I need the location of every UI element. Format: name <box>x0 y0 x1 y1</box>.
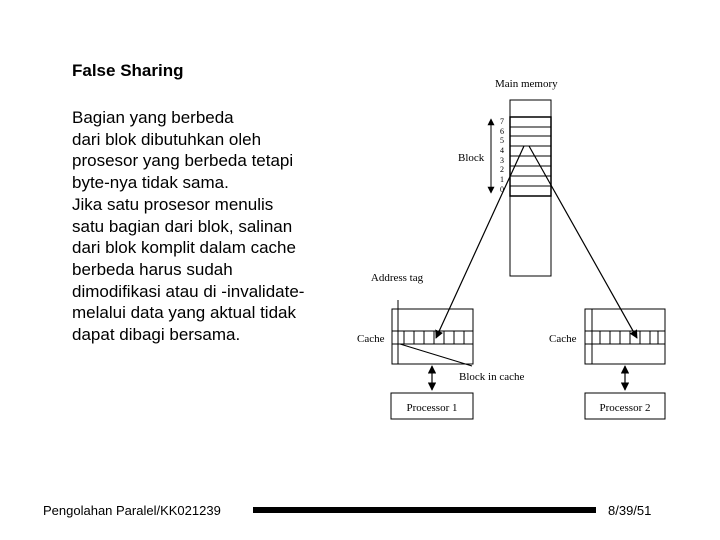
footer-divider <box>253 507 596 513</box>
block-label: Block <box>458 152 485 164</box>
byte-number: 5 <box>500 136 504 145</box>
main-memory-block <box>510 100 551 276</box>
body-line: byte-nya tidak sama. <box>72 173 229 193</box>
body-line: melalui data yang aktual tidak <box>72 303 296 323</box>
main-memory-label: Main memory <box>495 78 558 90</box>
block-in-cache-pointer <box>400 344 472 366</box>
cache-left-label: Cache <box>357 333 385 345</box>
byte-number: 0 <box>500 185 504 194</box>
byte-number: 2 <box>500 165 504 174</box>
body-line: dari blok komplit dalam cache <box>72 238 296 258</box>
footer-page-number: 8/39/51 <box>608 503 652 518</box>
body-line: dari blok dibutuhkan oleh <box>72 129 262 149</box>
byte-numbers <box>500 117 504 194</box>
cache-left <box>392 309 473 364</box>
cache-right-label: Cache <box>549 333 577 345</box>
body-line: Jika satu prosesor menulis <box>72 194 274 214</box>
address-tag-label <box>371 272 424 284</box>
address-tag-text: Address tag <box>370 272 424 284</box>
body-line: satu bagian dari blok, salinan <box>72 216 293 236</box>
body-line: dimodifikasi atau di -invalidate- <box>72 281 305 301</box>
footer-course: Pengolahan Paralel/KK021239 <box>43 503 221 518</box>
byte-number: 6 <box>500 127 504 136</box>
byte-number: 1 <box>500 175 504 184</box>
body-line: dapat dibagi bersama. <box>72 325 241 345</box>
slide-title: False Sharing <box>72 61 184 80</box>
byte-number: 7 <box>500 117 504 126</box>
byte-number: 4 <box>500 146 504 155</box>
body-line: prosesor yang berbeda tetapi <box>72 151 294 171</box>
block-in-cache-label: Block in cache <box>459 371 525 383</box>
body-line: Bagian yang berbeda <box>72 108 234 127</box>
processor2-label: Processor 2 <box>599 402 651 414</box>
processor1-label: Processor 1 <box>406 402 458 414</box>
body-line: berbeda harus sudah <box>72 259 233 279</box>
byte-number: 3 <box>500 156 504 165</box>
